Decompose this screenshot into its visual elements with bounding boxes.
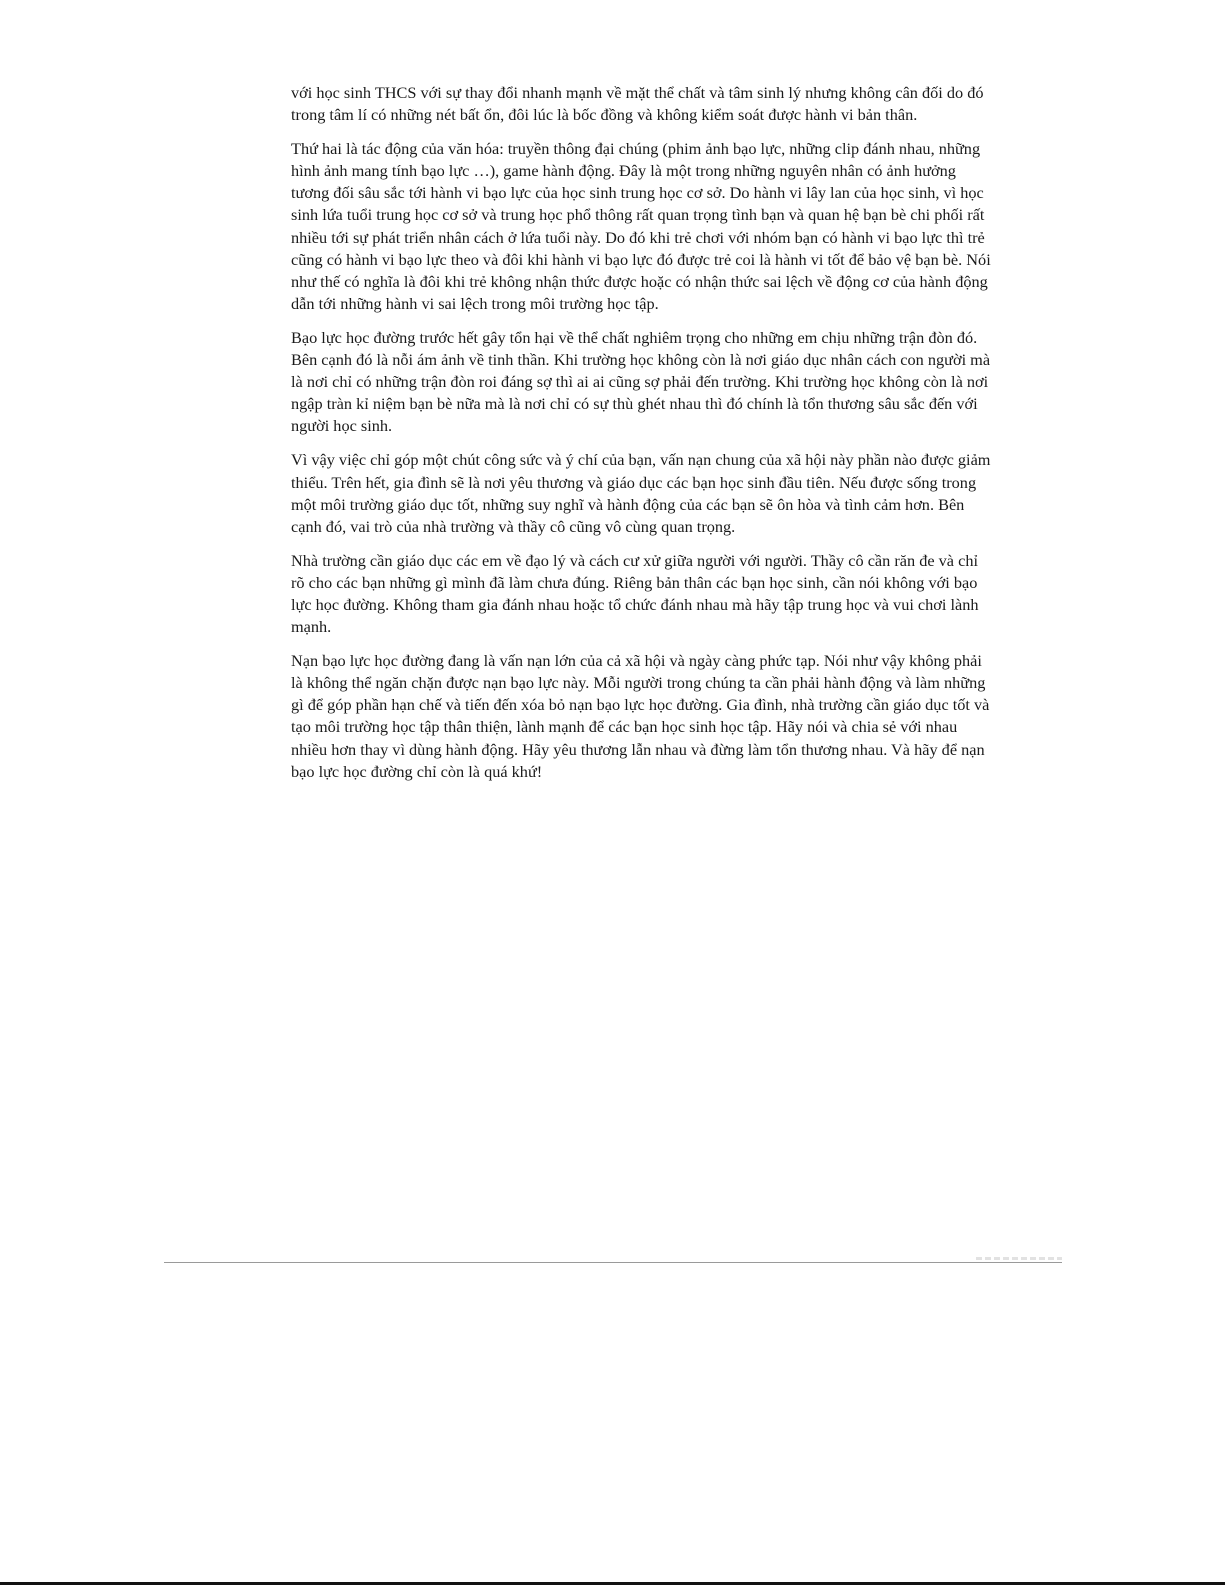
document-body bbox=[291, 82, 995, 795]
footer-faint-mark bbox=[976, 1257, 1062, 1260]
footer-divider bbox=[164, 1262, 1062, 1263]
paragraph-5: Nhà trường cần giáo dục các em về đạo lý và cách cư xử giữa người với người. Thầy cô cần răn đe và chỉ rõ cho các bạn những gì mình đã làm chưa đúng. Riêng bản thân các bạn học sinh, cần nói không với bạo lực học đường. Không tham gia đánh nhau hoặc tổ chức đánh nhau mà hãy tập trung học và vui chơi lành mạnh. bbox=[291, 550, 979, 637]
paragraph-2: Thứ hai là tác động của văn hóa: truyền thông đại chúng (phim ảnh bạo lực, những clip đánh nhau, những hình ảnh mang tính bạo lực …), game hành động. Đây là một trong những nguyên nhân có ảnh hưởng tương đối sâu sắc tới hành vi bạo lực của học sinh trung học cơ sở. Do hành vi lây lan của học sinh, vì học sinh lứa tuổi trung học cơ sở và trung học phổ thông rất quan trọng tình bạn và quan hệ bạn bè chi phối rất nhiều tới sự phát triển nhân cách ở lứa tuổi này. Do đó khi trẻ chơi với nhóm bạn có hành vi bạo lực thì trẻ cũng có hành vi bạo lực theo và đôi khi hành vi bạo lực đó được trẻ coi là hành vi tốt để bảo vệ bạn bè. Nói như thế có nghĩa là đôi khi trẻ không nhận thức được hoặc có nhận thức sai lệch về động cơ của hành động dẫn tới những hành vi sai lệch trong môi trường học tập. bbox=[291, 139, 991, 313]
paragraph-3: Bạo lực học đường trước hết gây tổn hại về thể chất nghiêm trọng cho những em chịu những trận đòn đó. Bên cạnh đó là nỗi ám ảnh về tinh thần. Khi trường học không còn là nơi giáo dục nhân cách con người mà là nơi chỉ có những trận đòn roi đáng sợ thì ai ai cũng sợ phải đến trường. Khi trường học không còn là nơi ngập tràn kỉ niệm bạn bè nữa mà là nơi chỉ có sự thù ghét nhau thì đó chính là tổn thương sâu sắc đến với người học sinh. bbox=[291, 327, 991, 436]
paragraph-4: Vì vậy việc chỉ góp một chút công sức và ý chí của bạn, vấn nạn chung của xã hội này phần nào được giảm thiểu. Trên hết, gia đình sẽ là nơi yêu thương và giáo dục các bạn học sinh đầu tiên. Nếu được sống trong một môi trường giáo dục tốt, những suy nghĩ và hành động của các bạn sẽ ôn hòa và tình cảm hơn. Bên cạnh đó, vai trò của nhà trường và thầy cô cũng vô cùng quan trọng. bbox=[291, 450, 991, 536]
paragraph-1: với học sinh THCS với sự thay đổi nhanh mạnh về mặt thể chất và tâm sinh lý nhưng không cân đối do đó trong tâm lí có những nét bất ổn, đôi lúc là bốc đồng và không kiểm soát được hành vi bản thân. bbox=[291, 83, 984, 125]
paragraph-6: Nạn bạo lực học đường đang là vấn nạn lớn của cả xã hội và ngày càng phức tạp. Nói như vậy không phải là không thể ngăn chặn được nạn bạo lực này. Mỗi người trong chúng ta cần phải hành động và làm những gì để góp phần hạn chế và tiến đến xóa bỏ nạn bạo lực học đường. Gia đình, nhà trường cần giáo dục tốt và tạo môi trường học tập thân thiện, lành mạnh để các bạn học sinh học tập. Hãy nói và chia sẻ với nhau nhiều hơn thay vì dùng hành động. Hãy yêu thương lẫn nhau và đừng làm tổn thương nhau. Và hãy để nạn bạo lực học đường chỉ còn là quá khứ! bbox=[291, 651, 990, 781]
